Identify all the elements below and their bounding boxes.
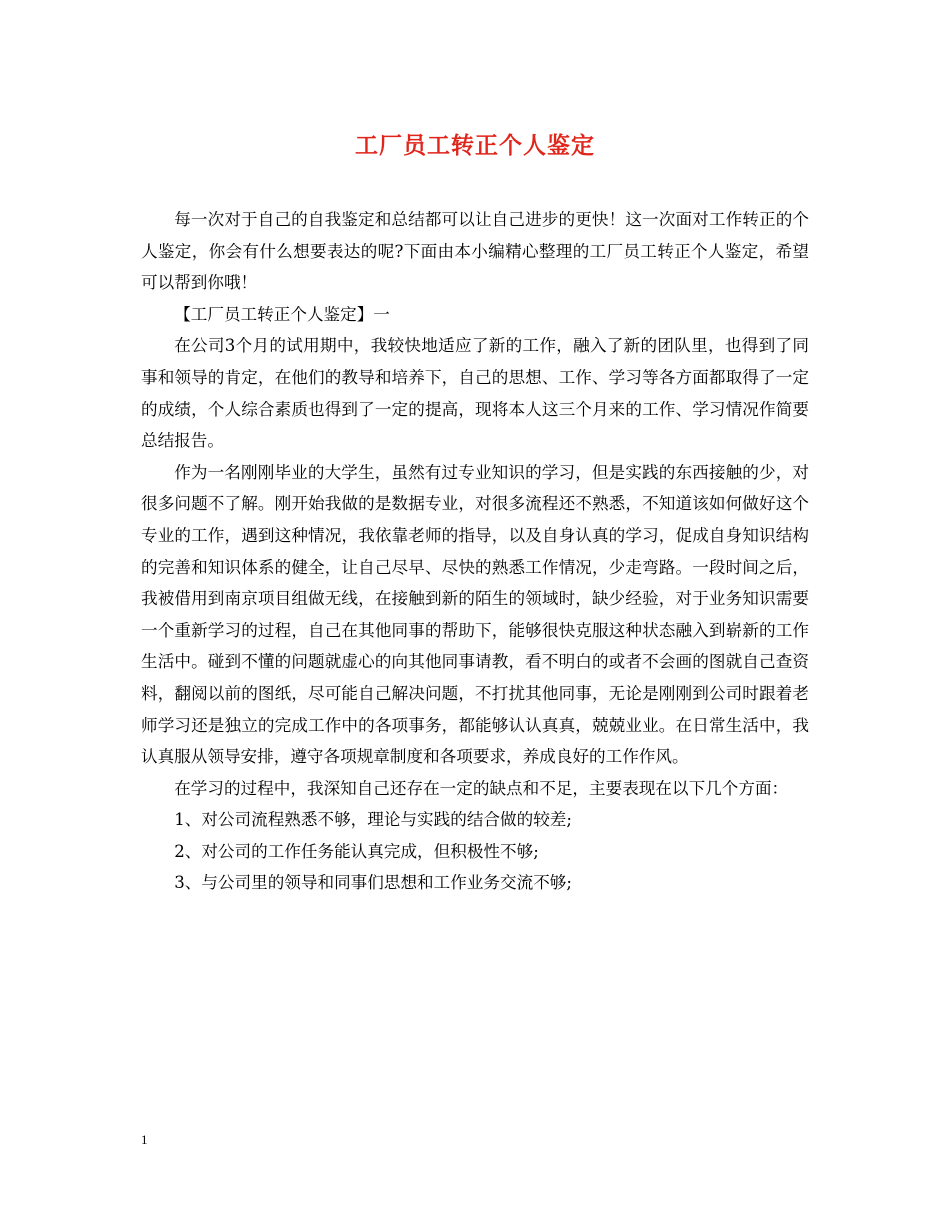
- section-heading: 【工厂员工转正个人鉴定】一: [174, 304, 390, 324]
- list-item: 2、对公司的工作任务能认真完成，但积极性不够;: [174, 841, 539, 861]
- body-paragraph: 作为一名刚刚毕业的大学生，虽然有过专业知识的学习，但是实践的东西接触的少，对很多问题不了解。刚开始我做的是数据专业，对很多流程还不熟悉，不知道该如何做好这个专业的工作，遇到这种情况，我依靠老师的指导，以及自身认真的学习，促成自身知识结构的完善和知识体系的健全，让自己尽早、尽快的熟悉工作情况，少走弯路。一段时间之后，我被借用到南京项目组做无线，在接触到新的陌生的领域时，缺少经验，对于业务知识需要一个重新学习的过程，自己在其他同事的帮助下，能够很快克服这种状态融入到崭新的工作生活中。碰到不懂的问题就虚心的向其他同事请教，看不明白的或者不会画的图就自己查资料，翻阅以前的图纸，尽可能自己解决问题，不打扰其他同事，无论是刚刚到公司时跟着老师学习还是独立的完成工作中的各项事务，都能够认认真真，兢兢业业。在日常生活中，我认真服从领导安排，遵守各项规章制度和各项要求，养成良好的工作作风。: [141, 462, 809, 767]
- document-body: [141, 204, 809, 899]
- intro-paragraph: 每一次对于自己的自我鉴定和总结都可以让自己进步的更快！这一次面对工作转正的个人鉴定，你会有什么想要表达的呢?下面由本小编精心整理的工厂员工转正个人鉴定，希望可以帮到你哦！: [141, 210, 809, 293]
- list-item: 1、对公司流程熟悉不够，理论与实践的结合做的较差;: [174, 810, 572, 830]
- page-number: 1: [141, 1132, 148, 1147]
- body-paragraph: 在学习的过程中，我深知自己还存在一定的缺点和不足，主要表现在以下几个方面：: [174, 778, 789, 798]
- document-title: 工厂员工转正个人鉴定: [355, 132, 595, 159]
- list-item: 3、与公司里的领导和同事们思想和工作业务交流不够;: [174, 873, 572, 893]
- body-paragraph: 在公司3个月的试用期中，我较快地适应了新的工作，融入了新的团队里，也得到了同事和领导的肯定，在他们的教导和培养下，自己的思想、工作、学习等各方面都取得了一定的成绩，个人综合素质也得到了一定的提高，现将本人这三个月来的工作、学习情况作简要总结报告。: [141, 336, 809, 451]
